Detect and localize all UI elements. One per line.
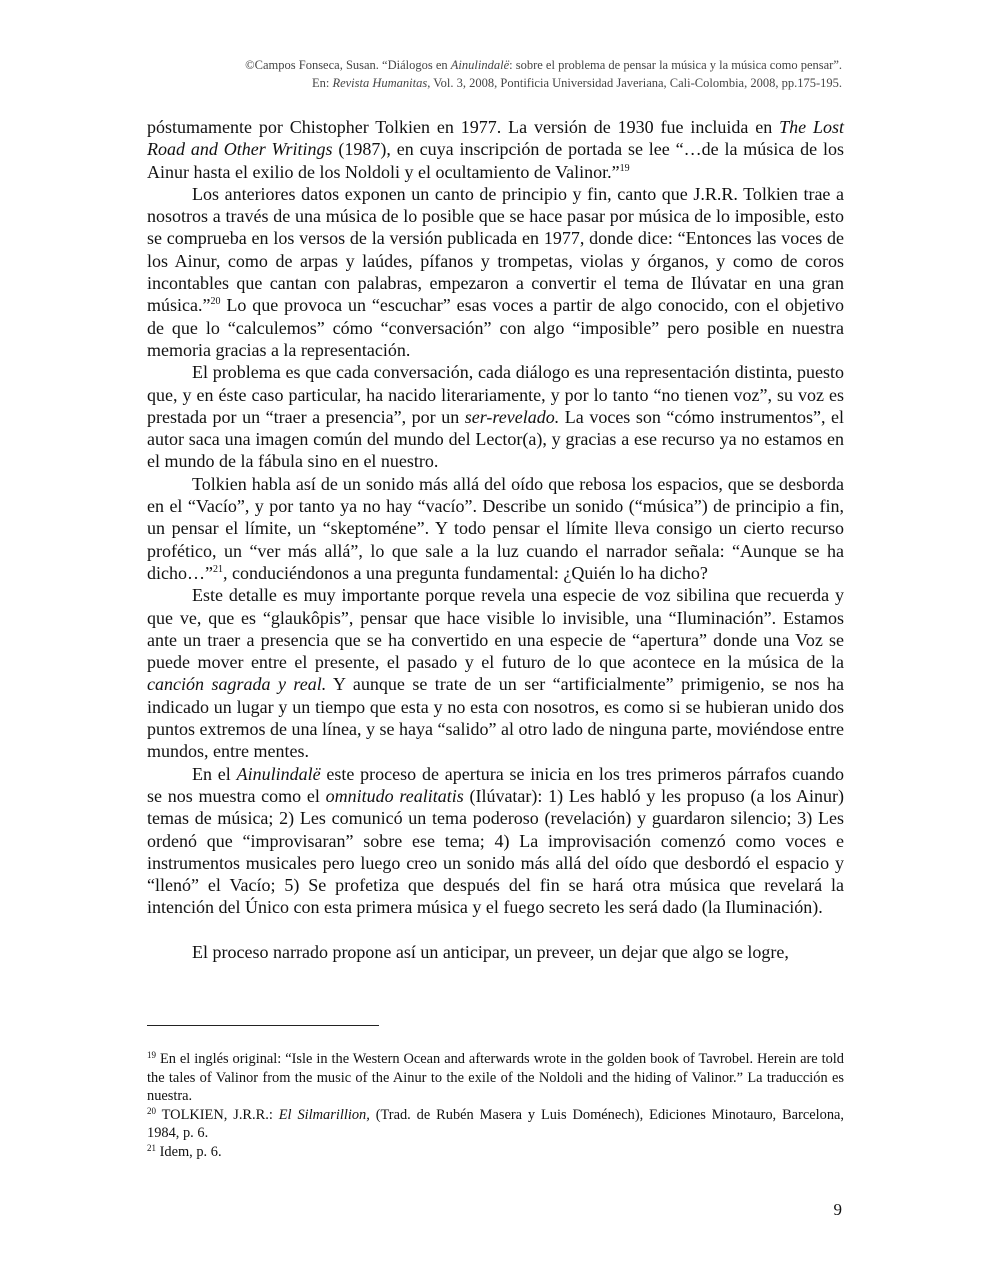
header-text: En: <box>311 76 333 90</box>
paragraph-2 <box>147 183 844 361</box>
footnote-19 <box>147 1050 844 1106</box>
header-citation-line-1 <box>122 56 842 74</box>
text-run: este proceso de apertura se inicia en los tres primeros párrafos cuando se nos muestra como el <box>147 763 844 806</box>
title-italic: Ainulindalë <box>236 763 321 784</box>
header-journal-italic: Revista Humanitas <box>332 76 428 90</box>
footnote-text: Idem, p. 6. <box>156 1143 222 1160</box>
text-run: Lo que provoca un “escuchar” esas voces a partir de algo conocido, con el objetivo de que lo “calculemos” cómo “conversación” con algo “imposible” pero posible en nuestra memoria gracias a la representación. <box>147 295 844 360</box>
text-run: (Ilúvatar): 1) Les habló y les propuso (a los Ainur) temas de música; 2) Les comunicó un tema poderoso (revelación) y guardaron silencio; 3) Les ordenó que “improvisaran” sobre ese tema; 4) La improvisación comenzó como voces e instrumentos musicales pero luego creo un sonido más allá del oído que desbordó el espacio y “llenó” el Vacío; 5) Se profetiza que después del fin se hará otra música que revelará la intención del Único con esta primera música y el fuego secreto les será dado (la Iluminación). <box>147 785 844 918</box>
text-run: Tolkien habla así de un sonido más allá del oído que rebosa los espacios, que se desborda en el “Vacío”, y por tanto ya no hay “vacío”. Describe un sonido (“música”) de principio a fin, un pensar el límite, un “skeptoméne”. Y todo pensar el límite lleva consigo un cierto recurso profético, un “ver más allá”, lo que sale a la luz cuando el narrador señala: “Aunque se ha dicho…” <box>147 473 844 583</box>
text-run: El problema es que cada conversación, cada diálogo es una representación distinta, puesto que, y en éste caso particular, ha nacido literariamente, y por lo tanto “no tienen voz”, su voz es prestada por un “traer a presencia”, por un <box>147 362 844 427</box>
paragraph-1 <box>147 116 844 183</box>
header-citation-line-2 <box>122 74 842 92</box>
footnote-number: 21 <box>147 1142 156 1153</box>
paragraph-4 <box>147 473 844 584</box>
footnote-text: TOLKIEN, J.R.R.: <box>156 1106 279 1123</box>
paragraph-7: El proceso narrado propone así un anticipar, un preveer, un dejar que algo se logre, <box>192 941 789 962</box>
footnote-text: (Trad. de Rubén Masera y Luis Doménech), Ediciones Minotauro, Barcelona, 1984, p. 6. <box>147 1106 844 1142</box>
footnote-20 <box>147 1106 844 1143</box>
body-text <box>147 116 844 963</box>
text-run: En el <box>192 763 237 784</box>
header-title-italic: Ainulindalë <box>450 58 510 72</box>
text-run: Y aunque se trate de un ser “artificialmente” primigenio, se nos ha indicado un lugar y un tiempo que esta y no esta con nosotros, es como si se hubieran unido dos puntos extremos de una línea, y se haya “salido” al otro lado de ninguna parte, moviéndose entre mundos, entre mentes. <box>147 674 844 762</box>
header-text: : sobre el problema de pensar la música y la música como pensar”. <box>509 58 842 72</box>
paragraph-3 <box>147 361 844 472</box>
footnotes <box>147 1050 844 1162</box>
text-run: (1987), en cuya inscripción de portada se lee “…de la música de los Ainur hasta el exilio de los Noldoli y el ocultamiento de Valinor.” <box>147 139 844 182</box>
paragraph-6 <box>147 763 844 919</box>
footnote-number: 20 <box>147 1105 156 1116</box>
emphasis-italic: canción sagrada y real. <box>147 674 327 695</box>
text-run: Este detalle es muy importante porque revela una especie de voz sibilina que recuerda y que ve, que es “glaukôpis”, pensar que hace visible lo invisible, una “Iluminación”. Estamos ante un traer a presencia que se ha convertido en una especie de “apertura” donde una Voz se puede mover entre el presente, el pasado y el futuro de lo que acontece en la música de la <box>147 585 844 673</box>
footnote-ref-20[interactable]: 20 <box>210 296 221 308</box>
page-header <box>122 56 842 92</box>
text-run: Los anteriores datos exponen un canto de principio y fin, canto que J.R.R. Tolkien trae a nosotros a través de una música de lo posible que se hace pasar por música de lo imposible, esto se comprueba en los versos de la versión publicada en 1977, donde dice: “Entonces las voces de los Ainur, como de arpas y laúdes, pífanos y trompetas, violas y órganos, y como de coros incontables que cantan con palabras, empezaron a convertir el tema de Ilúvatar en una gran música.” <box>147 183 844 316</box>
footnote-21 <box>147 1143 844 1162</box>
footnote-ref-19[interactable]: 19 <box>619 162 630 174</box>
book-title-italic: The Lost Road and Other Writings <box>147 117 844 160</box>
header-text: ©Campos Fonseca, Susan. “Diálogos en <box>245 58 451 72</box>
footnote-title-italic: El Silmarillion, <box>278 1106 370 1123</box>
footnote-divider <box>147 1025 379 1026</box>
footnote-ref-21[interactable]: 21 <box>212 563 223 575</box>
latin-term-italic: omnitudo realitatis <box>325 785 464 806</box>
footnote-number: 19 <box>147 1050 156 1060</box>
emphasis-italic: ser-revelado. <box>464 406 560 427</box>
header-text: , Vol. 3, 2008, Pontificia Universidad Javeriana, Cali-Colombia, 2008, pp.175-195. <box>427 76 842 90</box>
page-number: 9 <box>833 1200 842 1219</box>
footnote-text: En el inglés original: “Isle in the Western Ocean and afterwards wrote in the golden book of Tavrobel. Herein are told the tales of Valinor from the music of the Ainur to the exile of the Noldoli and the hiding of Valinor.” La traducción es nuestra. <box>147 1051 844 1105</box>
text-run: póstumamente por Chistopher Tolkien en 1977. La versión de 1930 fue incluida en <box>147 117 780 137</box>
paragraph-5 <box>147 584 844 762</box>
text-run: La voces son “cómo instrumentos”, el autor saca una imagen común del mundo del Lector(a), y gracias a ese recurso ya no estamos en el mundo de la fábula sino en el nuestro. <box>147 406 844 472</box>
text-run: , conduciéndonos a una pregunta fundamental: ¿Quién lo ha dicho? <box>222 562 708 583</box>
